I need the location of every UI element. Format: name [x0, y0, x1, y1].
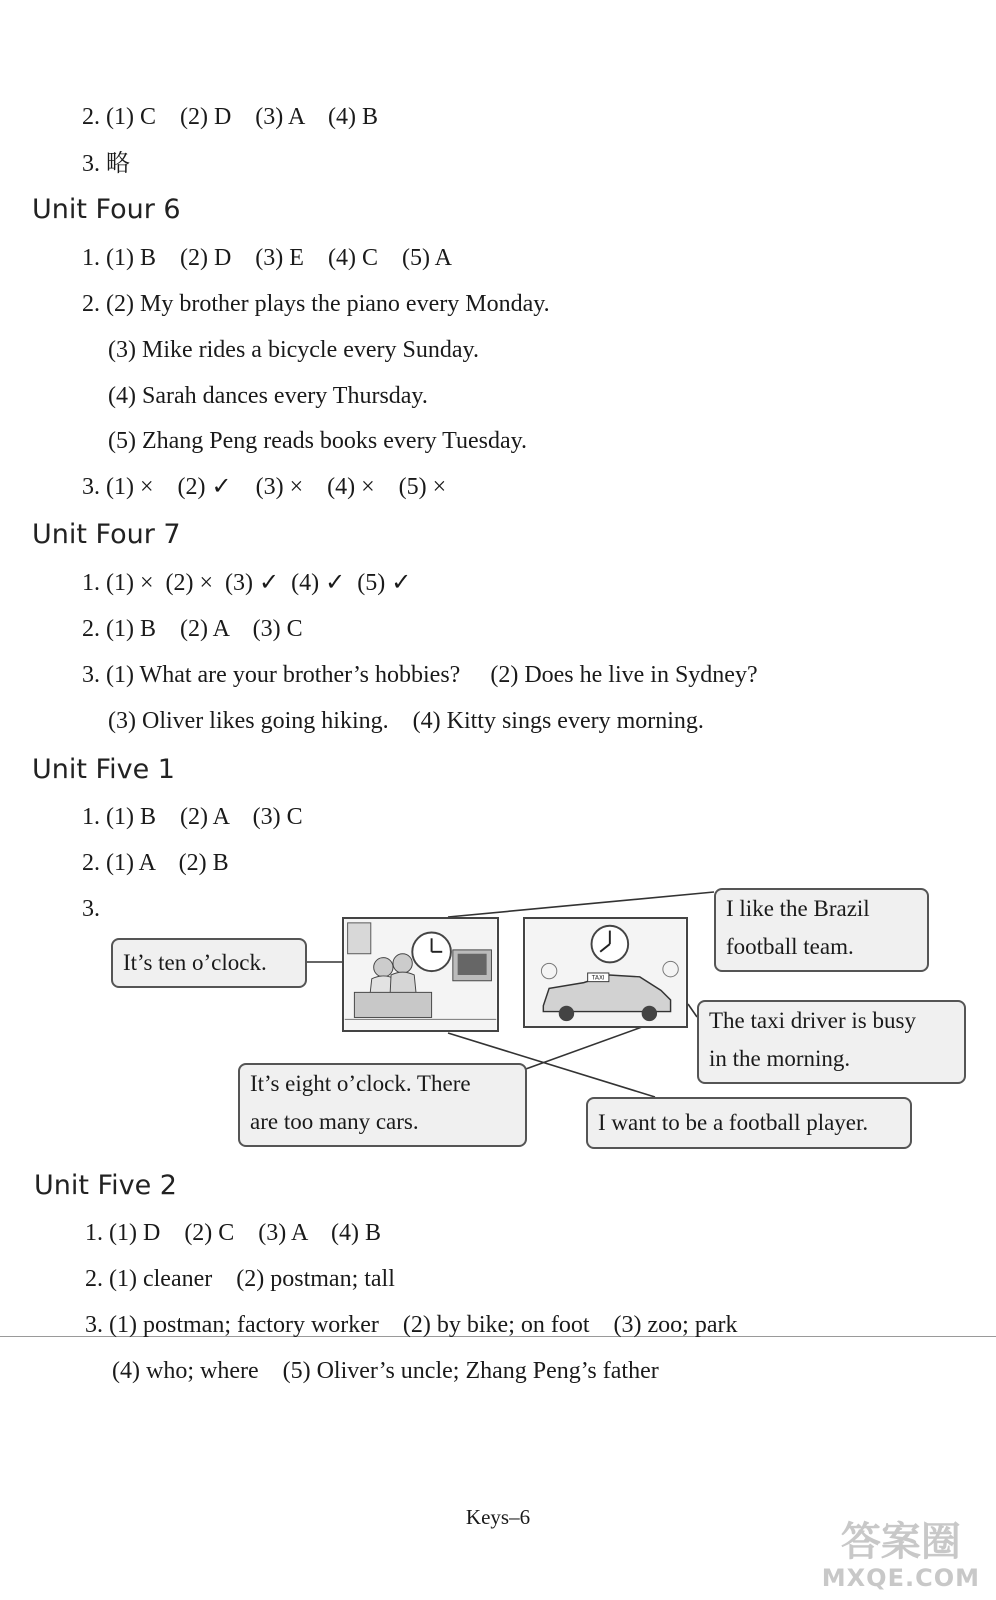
callout-football-player: I want to be a football player. — [586, 1097, 912, 1149]
watermark-logo — [822, 1520, 980, 1592]
callout-eight-oclock: It’s eight o’clock. There are too many cars. — [238, 1063, 527, 1147]
answer-line: (5) Zhang Peng reads books every Tuesday. — [108, 428, 528, 454]
answer-line: (3) Mike rides a bicycle every Sunday. — [108, 337, 479, 363]
answer-line: 2. (1) B (2) A (3) C — [82, 616, 303, 642]
answer-line: (3) Oliver likes going hiking. (4) Kitty sings every morning. — [108, 708, 704, 734]
answer-line: 1. (1) B (2) A (3) C — [82, 804, 303, 830]
answer-line: 2. (1) A (2) B — [82, 850, 229, 876]
callout-ten-oclock: It’s ten o’clock. — [111, 938, 307, 988]
answer-line: 2. (1) cleaner (2) postman; tall — [85, 1266, 395, 1292]
answer-line: 3. 略 — [82, 151, 130, 177]
answer-line: 2. (1) C (2) D (3) A (4) B — [82, 104, 378, 130]
watermark-text: 答案圈 — [840, 1519, 961, 1565]
page-footer: Keys–6 — [465, 1505, 531, 1529]
answer-line: 3. (1) postman; factory worker (2) by bike; on foot (3) zoo; park — [85, 1312, 738, 1338]
answer-line: 2. (2) My brother plays the piano every Monday. — [82, 291, 550, 317]
answer-line: 3. — [82, 896, 100, 922]
section-heading: Unit Five 1 — [32, 754, 175, 785]
callout-taxi-driver: The taxi driver is busy in the morning. — [697, 1000, 966, 1084]
watermark-url: MXQE.COM — [821, 1564, 980, 1592]
section-heading: Unit Five 2 — [34, 1170, 177, 1201]
answer-line: (4) Sarah dances every Thursday. — [108, 383, 428, 409]
taxi-picture — [523, 917, 688, 1028]
answer-line: (4) who; where (5) Oliver’s uncle; Zhang Peng’s father — [112, 1358, 659, 1384]
answer-line: 3. (1) × (2) ✓ (3) × (4) × (5) × — [82, 474, 447, 500]
section-heading: Unit Four 6 — [32, 194, 181, 225]
answer-line: 1. (1) × (2) × (3) ✓ (4) ✓ (5) ✓ — [82, 570, 412, 596]
answer-line: 3. (1) What are your brother’s hobbies? (2) Does he live in Sydney? — [82, 662, 758, 688]
answer-line: 1. (1) D (2) C (3) A (4) B — [85, 1220, 381, 1246]
callout-brazil-team: I like the Brazil football team. — [714, 888, 929, 972]
taxi-sign: TAXI — [591, 975, 605, 982]
clock-tv-picture — [342, 917, 499, 1032]
section-heading: Unit Four 7 — [32, 519, 181, 550]
answer-line: 1. (1) B (2) D (3) E (4) C (5) A — [82, 245, 452, 271]
